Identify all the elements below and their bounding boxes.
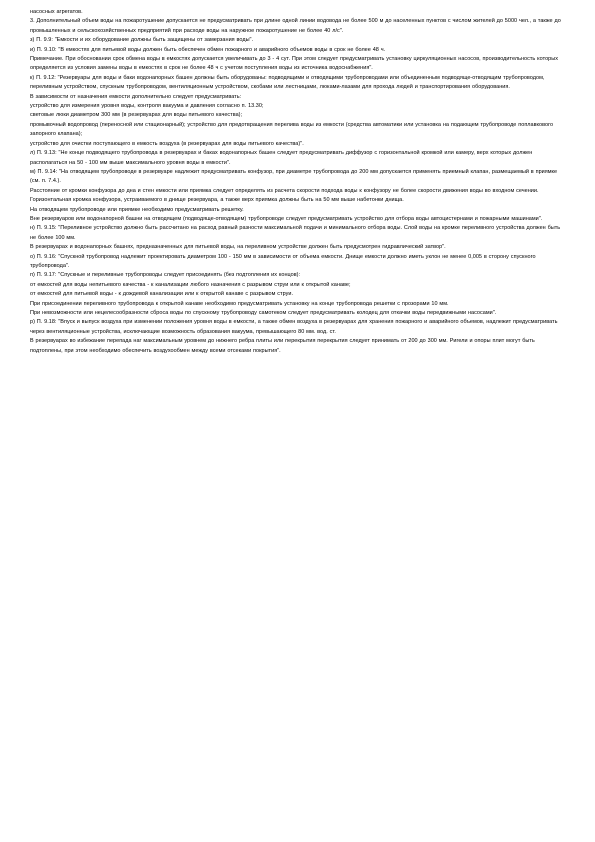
paragraph-25: При невозможности или нецелесообразности сброса воды по спускному трубопроводу самотеком следует предусматривать колодец для откачки воды передвижными насосами".	[30, 310, 497, 316]
paragraph-17: Вне резервуаров или водонапорной башни на отводящем (подводяще-отводящем) трубопроводе следует предусматривать устройство для отбора воды автоцистернами и пожарными машинами".	[30, 215, 543, 222]
paragraph-19: В резервуарах и водонапорных башнях, предназначенных для питьевой воды, на переливном устройстве должен быть предусмотрен гидравлический затвор".	[30, 244, 446, 251]
paragraph-11: устройство для очистки поступающего в емкость воздуха (в резервуарах для воды питьевого качества)".	[30, 140, 304, 147]
paragraph-3: з) П. 9.9: "Емкости и их оборудование должны быть защищены от замерзания воды".	[30, 37, 254, 44]
paragraph-7: В зависимости от назначения емкости дополнительно следует предусматривать:	[30, 93, 242, 100]
paragraph-5: Примечание. При обосновании срок обмена воды в емкостях допускается увеличивать до 3 - 4 сут. При этом следует предусматривать установку циркуляционных насосов, производительность которых определяется из условия замены воды в емкостях в срок не более 48 ч с учетом поступления воды из источника водоснабжения".	[30, 56, 558, 72]
paragraph-9: световые люки диаметром 300 мм (в резервуарах для воды питьевого качества);	[30, 112, 243, 119]
paragraph-8: устройство для измерения уровня воды, контроля вакуума и давления согласно п. 13.30;	[30, 103, 264, 110]
paragraph-13: м) П. 9.14: "На отводящем трубопроводе в резервуаре надлежит предусматривать конфузор, при диаметре трубопровода до 200 мм допускается применять приемный клапан, размещаемый в приямке (см. п. 7.4.).	[30, 168, 558, 185]
paragraph-1: насосных агрегатов.	[30, 9, 83, 15]
paragraph-12: л) П. 9.13: "Не конце подводящего трубопровода в резервуарах и баках водонапорных башен следует предусматривать диффузор с горизонтальной кромкой или камеру, верх которых должен располагаться на 50 - 100 мм выше максимального уровня воды в емкости".	[30, 150, 533, 166]
document-page	[30, 8, 565, 834]
paragraph-6: к) П. 9.12: "Резервуары для воды и баки водонапорных башен должны быть оборудованы: подводящими и отводящими трубопроводами или объединенным подводяще-отводящим трубопроводом, переливным устройством, спускным трубопроводом, вентиляционным устройством, скобами или лестницами, люками-лазами для прохода людей и транспортирования оборудования.	[30, 74, 545, 91]
paragraph-4: и) П. 9.10: "В емкостях для питьевой воды должен быть обеспечен обмен пожарного и аварийного объемов воды в срок не более 48 ч.	[30, 46, 386, 53]
paragraph-15: Горизонтальная кромка конфузора, устраиваемого в днище резервуара, а также верх приямка должны быть на 50 мм выше набетонки днища.	[30, 197, 404, 204]
paragraph-20: о) П. 9.16: "Спускной трубопровод надлежит проектировать диаметром 100 - 150 мм в зависимости от объема емкости. Днище емкости должно иметь уклон не менее 0,005 в сторону спускного трубопровода".	[30, 253, 536, 269]
paragraph-14: Расстояние от кромки конфузора до дна и стен емкости или приямка следует определять из расчета скорости подхода воды к конфузору не более скорости движения воды во входном сечении.	[30, 187, 539, 194]
paragraph-2: 3. Дополнительный объем воды на пожаротушение допускается не предусматривать при длине одной линии водовода не более 500 м до населенных пунктов с числом жителей до 5000 чел., а также до промышленных и сельскохозяйственных предприятий при расходе воды на наружное пожаротушение не более 40 л/с".	[30, 18, 561, 34]
paragraph-26: р) П. 9.18: "Впуск и выпуск воздуха при изменении положения уровня воды в емкости, а также обмен воздуха в резервуарах для хранения пожарного и аварийного объемов, надлежит предусматривать через вентиляционные устройства, исключающие возможность образования вакуума, превышающего 80 мм. вод. ст.	[30, 319, 558, 335]
paragraph-18: н) П. 9.15: "Переливное устройство должно быть рассчитано на расход равный разности максимальной подачи и минимального отбора воды. Слой воды на кромке переливного устройства должен быть не более 100 мм.	[30, 225, 561, 241]
paragraph-16: На отводящем трубопроводе или приямке необходимо предусматривать решетку.	[30, 206, 244, 213]
paragraph-24: При присоединении переливного трубопровода к открытой канаве необходимо предусматривать установку на конце трубопровода решетки с прозорами 10 мм.	[30, 300, 449, 307]
paragraph-23: от емкостей для питьевой воды - к дождевой канализации или к открытой канаве с разрывом струи.	[30, 291, 294, 298]
paragraph-21: п) П. 9.17: "Спускные и переливные трубопроводы следует присоединять (без подтопления их концов):	[30, 272, 301, 279]
paragraph-27: В резервуарах во избежание перепада наг максимальным уровнем до нижнего ребра плиты или перекрытия перекрытия следует принимать от 200 до 300 мм. Ригели и опоры плит могут быть подтоплены, при этом необходимо обеспечить воздухообмен между всеми отсеками покрытия".	[30, 338, 535, 354]
paragraph-22: от емкостей для воды непитьевого качества - к канализации любого назначения с разрывом струи или к открытой канаве;	[30, 281, 351, 288]
paragraph-10: промывочный водопровод (переносной или стационарный); устройство для предотвращения перелива воды из емкости (средства автоматики или установка на подающем трубопроводе поплавкового запорного клапана);	[30, 121, 554, 138]
